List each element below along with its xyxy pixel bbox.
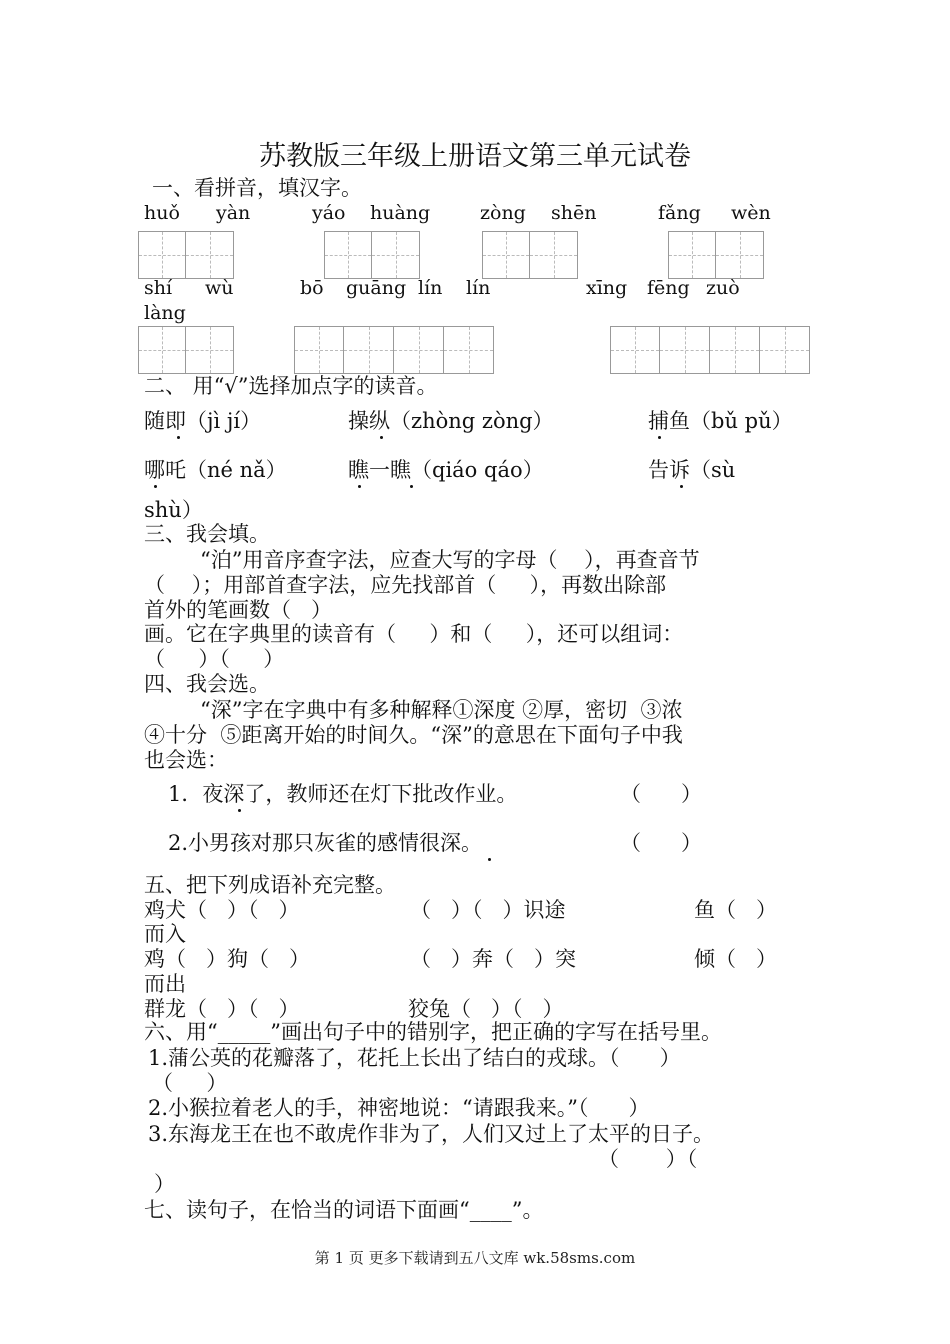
pinyin: lín: [466, 277, 491, 299]
page-footer: 第 1 页 更多下载请到五八文库 wk.58sms.com: [314, 1249, 636, 1267]
pinyin: làng: [144, 302, 186, 324]
section-3-heading: 三、我会填。: [144, 522, 270, 546]
emphasis-dot: [658, 436, 661, 439]
text-line: ④十分 ⑤距离开始的时间久。“深”的意思在下面句子中我: [144, 723, 683, 747]
pinyin: fēng: [647, 277, 690, 299]
idiom: 鸡（ ）狗（ ）: [144, 947, 311, 971]
text-line: 2.小猴拉着老人的手，神密地说：“请跟我来。”（ ）: [148, 1096, 650, 1120]
idiom: 狡兔（ ）（ ）: [408, 997, 564, 1021]
reading-item: 操纵（zhòng zòng）: [348, 409, 554, 433]
pinyin: lín: [418, 277, 443, 299]
reading-item: 告诉（sù: [648, 458, 736, 482]
pinyin: xīng: [586, 277, 628, 299]
reading-item: 随即（jì jí）: [144, 409, 262, 433]
emphasis-dot: [358, 485, 361, 488]
pinyin: yàn: [216, 202, 251, 224]
pinyin: shí: [144, 277, 173, 299]
section-5-heading: 五、把下列成语补充完整。: [144, 873, 396, 897]
pinyin: yáo: [312, 202, 346, 224]
text-line: “深”字在字典中有多种解释①深度 ②厚，密切 ③浓: [200, 698, 683, 722]
text-line: （ ）: [152, 1071, 228, 1095]
writing-grid[interactable]: [610, 326, 810, 374]
pinyin: wù: [205, 277, 234, 299]
text-line: （ ）（: [598, 1147, 698, 1171]
pinyin: shēn: [551, 202, 597, 224]
idiom: 倾（ ）: [694, 947, 778, 971]
writing-grid[interactable]: [138, 231, 234, 279]
section-4-heading: 四、我会选。: [144, 672, 270, 696]
section-2-heading: 二、 用“√”选择加点字的读音。: [144, 374, 438, 398]
pinyin: huǒ: [144, 202, 180, 224]
idiom: 而入: [144, 922, 186, 946]
pinyin: guāng: [346, 277, 407, 299]
answer-blank[interactable]: （ ）: [620, 831, 703, 855]
reading-item: 哪吒（né nǎ）: [144, 458, 287, 482]
answer-blank[interactable]: （ ）: [620, 782, 703, 806]
idiom: （ ）奔（ ）突: [410, 947, 577, 971]
section-1-heading: 一、看拼音，填汉字。: [152, 176, 362, 200]
pinyin: fǎng: [658, 202, 701, 224]
emphasis-dot: [238, 809, 241, 812]
pinyin: zòng: [480, 202, 526, 224]
idiom: （ ）（ ）识途: [410, 898, 566, 922]
page-title: 苏教版三年级上册语文第三单元试卷: [259, 141, 691, 172]
text-line: ）: [154, 1172, 175, 1196]
pinyin: zuò: [706, 277, 740, 299]
text-line: 1.蒲公英的花瓣落了，花托上长出了结白的戎球。（ ）: [148, 1046, 681, 1070]
emphasis-dot: [177, 436, 180, 439]
pinyin: bō: [300, 277, 324, 299]
emphasis-dot: [680, 485, 683, 488]
idiom: 鱼（ ）: [694, 898, 778, 922]
section-7-heading: 七、读句子，在恰当的词语下面画“____”。: [144, 1198, 544, 1222]
pinyin: huàng: [370, 202, 431, 224]
text-line: “泊”用音序查字法，应查大写的字母（ ），再查音节: [200, 548, 700, 572]
writing-grid[interactable]: [668, 231, 764, 279]
writing-grid[interactable]: [294, 326, 494, 374]
text-line: 也会选：: [144, 748, 228, 772]
text-line: 3.东海龙王在也不敢虎作非为了，人们又过上了太平的日子。: [148, 1122, 715, 1146]
emphasis-dot: [488, 858, 491, 861]
section-6-heading: 六、用“_____”画出句子中的错别字，把正确的字写在括号里。: [144, 1020, 722, 1044]
question-2: 2.小男孩对那只灰雀的感情很深。: [168, 831, 483, 855]
reading-item: 捕鱼（bǔ pǔ）: [648, 409, 793, 433]
text-line: （ ）；用部首查字法，应先找部首（ ），再数出除部: [144, 573, 667, 597]
idiom: 鸡犬（ ）（ ）: [144, 898, 300, 922]
emphasis-dot: [154, 485, 157, 488]
emphasis-dot: [410, 485, 413, 488]
writing-grid[interactable]: [482, 231, 578, 279]
text-line: 画。它在字典里的读音有（ ）和（ ），还可以组词：: [144, 622, 684, 646]
emphasis-dot: [380, 436, 383, 439]
text-line: 首外的笔画数（ ）: [144, 598, 333, 622]
idiom: 而出: [144, 972, 186, 996]
idiom: 群龙（ ）（ ）: [144, 997, 300, 1021]
reading-item: 瞧一瞧（qiáo qáo）: [348, 458, 544, 482]
writing-grid[interactable]: [138, 326, 234, 374]
question-1: 1．夜深了，教师还在灯下批改作业。: [168, 782, 518, 806]
writing-grid[interactable]: [324, 231, 420, 279]
reading-item: shù）: [144, 498, 203, 522]
pinyin: wèn: [731, 202, 771, 224]
text-line: （ ）（ ）: [144, 647, 285, 671]
